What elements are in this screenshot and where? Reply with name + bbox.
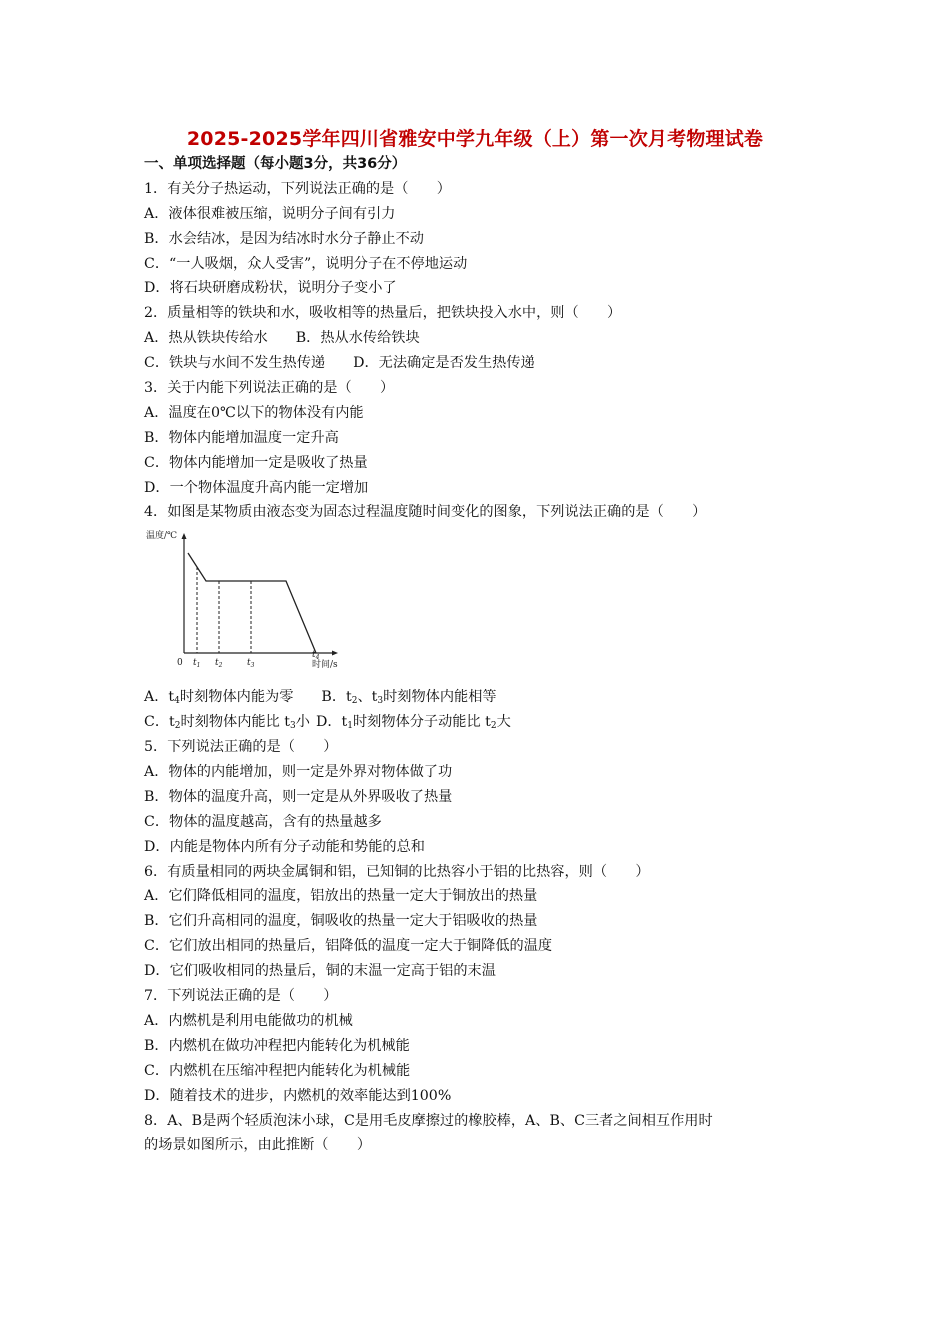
question-2-option-c: C．铁块与水间不发生热传递 xyxy=(144,355,326,372)
question-5-stem: 5．下列说法正确的是（ ） xyxy=(144,739,338,756)
question-6-option-d: D．它们吸收相同的热量后，铜的末温一定高于铝的末温 xyxy=(144,963,496,980)
question-4-option-d: D．$t_1$时刻物体分子动能比 $t_2$大 xyxy=(315,714,511,732)
question-2-option-a: A．热从铁块传给水 xyxy=(144,330,268,347)
question-3-option-d: D．一个物体温度升高内能一定增加 xyxy=(144,479,369,496)
question-6-stem: 6．有质量相同的两块金属铜和铝，已知铜的比热容小于铝的比热容，则（ ） xyxy=(144,863,650,880)
tick-t2: $t_2$ xyxy=(215,658,223,670)
question-8-stem-line-1: 8．A、B是两个轻质泡沫小球，C是用毛皮摩擦过的橡胶棒，A、B、C三者之间相互作用时 xyxy=(144,1112,713,1129)
question-8-stem-line-2: 的场景如图所示，由此推断（ ） xyxy=(144,1137,372,1154)
temperature-time-graph xyxy=(144,527,356,677)
section-heading: 一、单项选择题（每小题3分，共36分） xyxy=(144,156,407,172)
question-3-stem: 3．关于内能下列说法正确的是（ ） xyxy=(144,380,395,397)
tick-t3: $t_3$ xyxy=(247,658,255,670)
question-6-option-c: C．它们放出相同的热量后，铝降低的温度一定大于铜降低的温度 xyxy=(144,938,553,955)
cooling-curve xyxy=(188,553,316,653)
question-5-option-a: A．物体的内能增加，则一定是外界对物体做了功 xyxy=(144,764,453,781)
x-axis-label: 时间/s xyxy=(312,660,338,671)
question-5-option-b: B．物体的温度升高，则一定是从外界吸收了热量 xyxy=(144,788,453,805)
question-4-stem: 4．如图是某物质由液态变为固态过程温度随时间变化的图象，下列说法正确的是（ ） xyxy=(144,504,707,521)
question-7-option-a: A．内燃机是利用电能做功的机械 xyxy=(144,1012,353,1029)
question-7-option-d: D．随着技术的进步，内燃机的效率能达到100% xyxy=(144,1087,452,1104)
question-1-option-d: D．将石块研磨成粉状，说明分子变小了 xyxy=(144,280,397,297)
question-3-option-b: B．物体内能增加温度一定升高 xyxy=(144,429,339,446)
question-5-option-c: C．物体的温度越高，含有的热量越多 xyxy=(144,813,382,830)
question-7-option-c: C．内燃机在压缩冲程把内能转化为机械能 xyxy=(144,1062,411,1079)
question-4-options-cd xyxy=(144,710,814,735)
question-1-stem: 1．有关分子热运动，下列说法正确的是（ ） xyxy=(144,180,451,197)
question-1-option-a: A．液体很难被压缩，说明分子间有引力 xyxy=(144,205,396,222)
question-5-option-d: D．内能是物体内所有分子动能和势能的总和 xyxy=(144,838,425,855)
question-3-option-c: C．物体内能增加一定是吸收了热量 xyxy=(144,454,368,471)
question-1-option-c: C．“一人吸烟，众人受害”，说明分子在不停地运动 xyxy=(144,255,468,272)
question-2-options-cd xyxy=(144,351,814,376)
tick-t1: $t_1$ xyxy=(193,658,201,670)
page-title: 2025-2025学年四川省雅安中学九年级（上）第一次月考物理试卷 xyxy=(186,128,764,150)
exam-content xyxy=(144,152,814,1158)
question-4-option-a: A．$t_4$时刻物体内能为零 xyxy=(144,689,294,707)
tick-t4: $t_4$ xyxy=(312,650,320,662)
question-7-stem: 7．下列说法正确的是（ ） xyxy=(144,988,338,1005)
question-2-options-ab xyxy=(144,326,814,351)
question-1-option-b: B．水会结冰，是因为结冰时水分子静止不动 xyxy=(144,230,424,247)
y-axis-arrow-icon xyxy=(182,533,187,539)
question-2-option-b: B．热从水传给铁块 xyxy=(295,330,420,347)
question-4-options-ab xyxy=(144,685,814,710)
question-6-option-b: B．它们升高相同的温度，铜吸收的热量一定大于铝吸收的热量 xyxy=(144,913,538,930)
graph-svg xyxy=(144,527,356,677)
y-axis-label: 温度/℃ xyxy=(146,531,178,542)
x-axis-arrow-icon xyxy=(332,651,338,656)
question-7-option-b: B．内燃机在做功冲程把内能转化为机械能 xyxy=(144,1037,410,1054)
question-4-option-c: C．$t_2$时刻物体内能比 $t_3$小 xyxy=(144,714,310,732)
question-3-option-a: A．温度在0℃以下的物体没有内能 xyxy=(144,404,364,421)
question-6-option-a: A．它们降低相同的温度，铝放出的热量一定大于铜放出的热量 xyxy=(144,888,538,905)
question-2-stem: 2．质量相等的铁块和水，吸收相等的热量后，把铁块投入水中，则（ ） xyxy=(144,305,622,322)
origin-label: 0 xyxy=(177,658,183,669)
question-2-option-d: D．无法确定是否发生热传递 xyxy=(353,355,535,372)
question-4-option-b: B．$t_2$、$t_3$时刻物体内能相等 xyxy=(321,689,497,707)
